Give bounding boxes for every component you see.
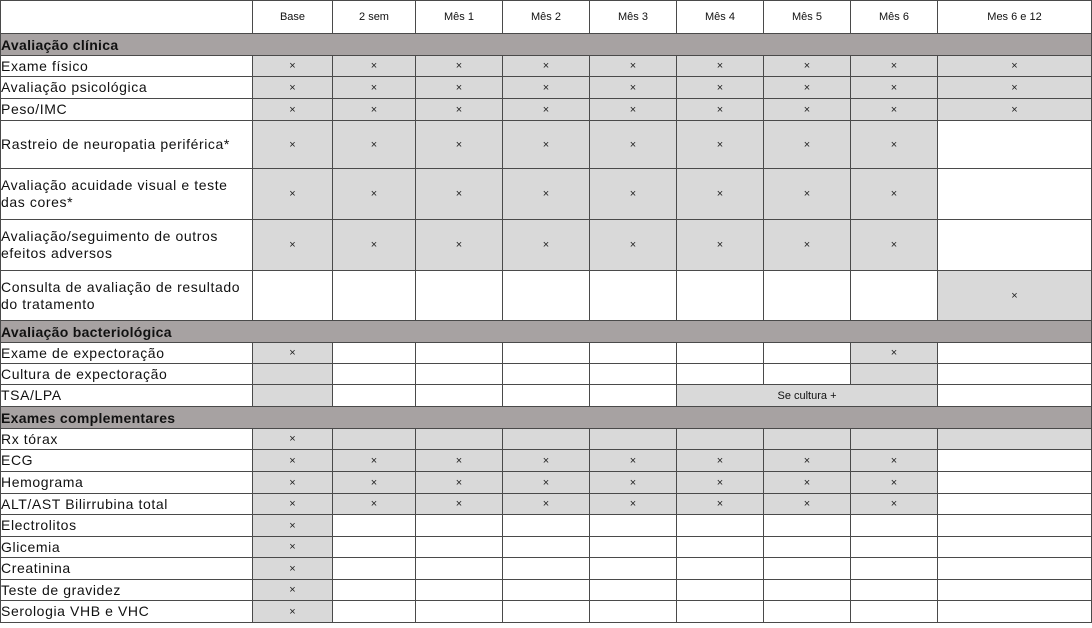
check-mark-cell: × — [938, 56, 1092, 77]
check-mark-cell: × — [764, 494, 851, 515]
empty-cell — [590, 343, 677, 364]
check-mark-cell: × — [503, 472, 590, 494]
note-cell: Se cultura + — [677, 385, 938, 407]
check-mark-cell: × — [253, 99, 333, 121]
check-mark-cell: × — [503, 56, 590, 77]
row-label: Rx tórax — [1, 429, 253, 450]
empty-cell — [851, 580, 938, 601]
check-mark-cell: × — [764, 220, 851, 271]
empty-cell — [333, 580, 416, 601]
empty-cell — [677, 537, 764, 558]
empty-cell — [503, 364, 590, 385]
check-mark-cell: × — [416, 77, 503, 99]
table-row — [1, 580, 1092, 601]
empty-cell — [677, 364, 764, 385]
empty-cell — [851, 515, 938, 537]
shaded-cell — [851, 364, 938, 385]
header-cell-base: Base — [253, 1, 333, 34]
empty-cell — [503, 343, 590, 364]
check-mark-cell: × — [677, 220, 764, 271]
table-row — [1, 364, 1092, 385]
check-mark-cell: × — [253, 558, 333, 580]
row-label: Avaliação/seguimento de outros efeitos adversos — [1, 220, 253, 271]
check-mark-cell: × — [253, 220, 333, 271]
check-mark-cell: × — [253, 494, 333, 515]
shaded-cell — [333, 429, 416, 450]
empty-cell — [333, 558, 416, 580]
shaded-cell — [253, 385, 333, 407]
check-mark-cell: × — [764, 121, 851, 169]
row-label: Teste de gravidez — [1, 580, 253, 601]
section-title: Avaliação bacteriológica — [1, 321, 1092, 343]
check-mark-cell: × — [677, 450, 764, 472]
empty-cell — [851, 558, 938, 580]
empty-cell — [416, 601, 503, 623]
row-label: Exame de expectoração — [1, 343, 253, 364]
empty-cell — [938, 472, 1092, 494]
check-mark-cell: × — [764, 450, 851, 472]
check-mark-cell: × — [253, 537, 333, 558]
check-mark-cell: × — [333, 77, 416, 99]
empty-cell — [503, 601, 590, 623]
section-row — [1, 34, 1092, 56]
check-mark-cell: × — [764, 472, 851, 494]
empty-cell — [416, 580, 503, 601]
row-label: Glicemia — [1, 537, 253, 558]
check-mark-cell: × — [333, 494, 416, 515]
empty-cell — [851, 537, 938, 558]
empty-cell — [333, 364, 416, 385]
empty-cell — [416, 385, 503, 407]
check-mark-cell: × — [590, 77, 677, 99]
check-mark-cell: × — [503, 77, 590, 99]
empty-cell — [938, 364, 1092, 385]
row-label: Creatinina — [1, 558, 253, 580]
check-mark-cell: × — [851, 343, 938, 364]
check-mark-cell: × — [333, 450, 416, 472]
check-mark-cell: × — [590, 472, 677, 494]
empty-cell — [503, 537, 590, 558]
empty-cell — [677, 271, 764, 321]
empty-cell — [938, 121, 1092, 169]
check-mark-cell: × — [416, 56, 503, 77]
check-mark-cell: × — [851, 450, 938, 472]
check-mark-cell: × — [677, 77, 764, 99]
empty-cell — [938, 601, 1092, 623]
empty-cell — [764, 601, 851, 623]
check-mark-cell: × — [333, 169, 416, 220]
check-mark-cell: × — [253, 472, 333, 494]
header-cell-mes-6-e-12: Mes 6 e 12 — [938, 1, 1092, 34]
check-mark-cell: × — [253, 429, 333, 450]
empty-cell — [590, 537, 677, 558]
empty-cell — [764, 343, 851, 364]
check-mark-cell: × — [503, 99, 590, 121]
table-row — [1, 343, 1092, 364]
header-cell-mes-3: Mês 3 — [590, 1, 677, 34]
check-mark-cell: × — [851, 220, 938, 271]
check-mark-cell: × — [503, 121, 590, 169]
check-mark-cell: × — [851, 121, 938, 169]
check-mark-cell: × — [503, 450, 590, 472]
table-row — [1, 121, 1092, 169]
check-mark-cell: × — [333, 56, 416, 77]
check-mark-cell: × — [590, 450, 677, 472]
table-row — [1, 271, 1092, 321]
check-mark-cell: × — [764, 169, 851, 220]
shaded-cell — [503, 429, 590, 450]
header-row — [1, 1, 1092, 34]
empty-cell — [677, 601, 764, 623]
empty-cell — [764, 537, 851, 558]
section-row — [1, 407, 1092, 429]
row-label: Exame físico — [1, 56, 253, 77]
check-mark-cell: × — [253, 450, 333, 472]
empty-cell — [416, 343, 503, 364]
empty-cell — [938, 515, 1092, 537]
row-label: TSA/LPA — [1, 385, 253, 407]
table-row — [1, 558, 1092, 580]
check-mark-cell: × — [416, 220, 503, 271]
empty-cell — [851, 271, 938, 321]
table-row — [1, 220, 1092, 271]
table-row — [1, 515, 1092, 537]
empty-cell — [590, 601, 677, 623]
empty-cell — [938, 220, 1092, 271]
check-mark-cell: × — [590, 56, 677, 77]
section-title: Avaliação clínica — [1, 34, 1092, 56]
empty-cell — [677, 558, 764, 580]
check-mark-cell: × — [590, 494, 677, 515]
shaded-cell — [416, 429, 503, 450]
empty-cell — [416, 558, 503, 580]
empty-cell — [503, 271, 590, 321]
check-mark-cell: × — [677, 472, 764, 494]
check-mark-cell: × — [253, 77, 333, 99]
empty-cell — [333, 271, 416, 321]
shaded-cell — [253, 364, 333, 385]
check-mark-cell: × — [416, 169, 503, 220]
header-cell-empty — [1, 1, 253, 34]
empty-cell — [333, 601, 416, 623]
check-mark-cell: × — [851, 472, 938, 494]
check-mark-cell: × — [938, 77, 1092, 99]
shaded-cell — [677, 429, 764, 450]
empty-cell — [590, 580, 677, 601]
empty-cell — [938, 169, 1092, 220]
empty-cell — [503, 580, 590, 601]
check-mark-cell: × — [764, 56, 851, 77]
row-label: Avaliação acuidade visual e teste das cores* — [1, 169, 253, 220]
section-row — [1, 321, 1092, 343]
header-cell-mes-5: Mês 5 — [764, 1, 851, 34]
empty-cell — [253, 271, 333, 321]
check-mark-cell: × — [253, 121, 333, 169]
check-mark-cell: × — [590, 169, 677, 220]
table-row — [1, 169, 1092, 220]
check-mark-cell: × — [253, 169, 333, 220]
check-mark-cell: × — [590, 220, 677, 271]
check-mark-cell: × — [590, 99, 677, 121]
check-mark-cell: × — [851, 99, 938, 121]
empty-cell — [938, 385, 1092, 407]
table-row — [1, 99, 1092, 121]
check-mark-cell: × — [416, 450, 503, 472]
empty-cell — [590, 385, 677, 407]
check-mark-cell: × — [677, 99, 764, 121]
empty-cell — [677, 343, 764, 364]
empty-cell — [764, 364, 851, 385]
empty-cell — [764, 580, 851, 601]
empty-cell — [590, 271, 677, 321]
row-label: Serologia VHB e VHC — [1, 601, 253, 623]
row-label: Consulta de avaliação de resultado do tratamento — [1, 271, 253, 321]
check-mark-cell: × — [677, 169, 764, 220]
check-mark-cell: × — [677, 121, 764, 169]
empty-cell — [938, 343, 1092, 364]
check-mark-cell: × — [677, 56, 764, 77]
empty-cell — [416, 515, 503, 537]
check-mark-cell: × — [503, 220, 590, 271]
empty-cell — [503, 515, 590, 537]
table-row — [1, 450, 1092, 472]
header-cell-mes-2: Mês 2 — [503, 1, 590, 34]
row-label: ECG — [1, 450, 253, 472]
shaded-cell — [851, 429, 938, 450]
check-mark-cell: × — [333, 99, 416, 121]
check-mark-cell: × — [851, 56, 938, 77]
check-mark-cell: × — [851, 77, 938, 99]
empty-cell — [503, 385, 590, 407]
empty-cell — [416, 537, 503, 558]
row-label: Cultura de expectoração — [1, 364, 253, 385]
empty-cell — [764, 558, 851, 580]
empty-cell — [677, 580, 764, 601]
check-mark-cell: × — [416, 472, 503, 494]
check-mark-cell: × — [416, 121, 503, 169]
row-label: Peso/IMC — [1, 99, 253, 121]
check-mark-cell: × — [938, 99, 1092, 121]
empty-cell — [333, 537, 416, 558]
check-mark-cell: × — [938, 271, 1092, 321]
check-mark-cell: × — [253, 515, 333, 537]
check-mark-cell: × — [764, 77, 851, 99]
empty-cell — [590, 515, 677, 537]
shaded-cell — [938, 429, 1092, 450]
empty-cell — [503, 558, 590, 580]
table-row — [1, 56, 1092, 77]
header-cell-mes-4: Mês 4 — [677, 1, 764, 34]
empty-cell — [938, 450, 1092, 472]
check-mark-cell: × — [333, 220, 416, 271]
empty-cell — [416, 364, 503, 385]
check-mark-cell: × — [253, 580, 333, 601]
empty-cell — [938, 580, 1092, 601]
empty-cell — [416, 271, 503, 321]
check-mark-cell: × — [416, 494, 503, 515]
table-row — [1, 385, 1092, 407]
check-mark-cell: × — [764, 99, 851, 121]
row-label: ALT/AST Bilirrubina total — [1, 494, 253, 515]
table-row — [1, 77, 1092, 99]
empty-cell — [333, 385, 416, 407]
empty-cell — [764, 515, 851, 537]
table-row — [1, 601, 1092, 623]
check-mark-cell: × — [333, 121, 416, 169]
check-mark-cell: × — [590, 121, 677, 169]
header-cell-mes-6: Mês 6 — [851, 1, 938, 34]
empty-cell — [938, 494, 1092, 515]
empty-cell — [333, 343, 416, 364]
row-label: Avaliação psicológica — [1, 77, 253, 99]
check-mark-cell: × — [416, 99, 503, 121]
header-cell-2-sem: 2 sem — [333, 1, 416, 34]
check-mark-cell: × — [253, 56, 333, 77]
check-mark-cell: × — [253, 343, 333, 364]
shaded-cell — [764, 429, 851, 450]
row-label: Hemograma — [1, 472, 253, 494]
empty-cell — [938, 558, 1092, 580]
empty-cell — [590, 364, 677, 385]
table-row — [1, 429, 1092, 450]
table-row — [1, 472, 1092, 494]
row-label: Rastreio de neuropatia periférica* — [1, 121, 253, 169]
empty-cell — [938, 537, 1092, 558]
section-title: Exames complementares — [1, 407, 1092, 429]
empty-cell — [851, 601, 938, 623]
check-mark-cell: × — [677, 494, 764, 515]
check-mark-cell: × — [851, 169, 938, 220]
check-mark-cell: × — [333, 472, 416, 494]
table-row — [1, 537, 1092, 558]
row-label: Electrolitos — [1, 515, 253, 537]
empty-cell — [590, 558, 677, 580]
check-mark-cell: × — [503, 494, 590, 515]
check-mark-cell: × — [851, 494, 938, 515]
shaded-cell — [590, 429, 677, 450]
header-cell-mes-1: Mês 1 — [416, 1, 503, 34]
empty-cell — [677, 515, 764, 537]
check-mark-cell: × — [253, 601, 333, 623]
table-row — [1, 494, 1092, 515]
empty-cell — [764, 271, 851, 321]
check-mark-cell: × — [503, 169, 590, 220]
empty-cell — [333, 515, 416, 537]
